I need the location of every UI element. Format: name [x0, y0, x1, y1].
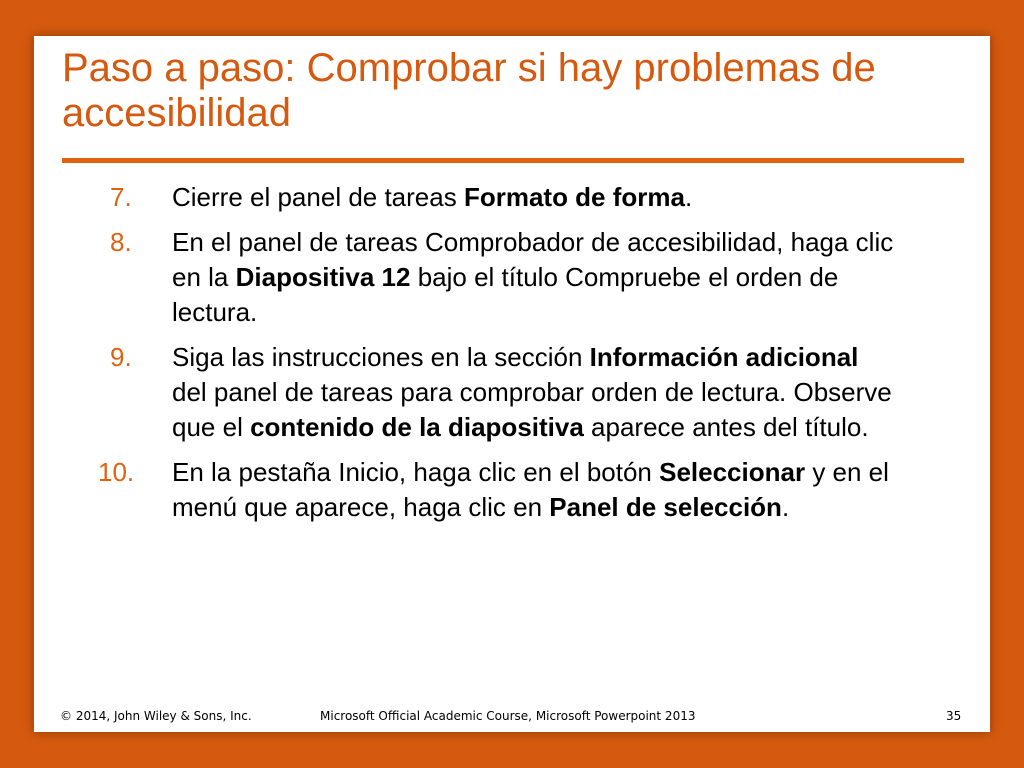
title-divider [62, 158, 964, 163]
step-item [98, 340, 898, 445]
slide-title: Paso a paso: Comprobar si hay problemas de accesibilidad [62, 46, 876, 135]
course-name: Microsoft Official Academic Course, Microsoft Powerpoint 2013 [320, 709, 696, 723]
step-number: 9. [110, 342, 132, 372]
steps-list [98, 180, 898, 535]
slide [34, 36, 990, 732]
step-text-bold: Información adicional [589, 342, 859, 372]
step-text [172, 182, 692, 212]
step-item [98, 180, 898, 215]
step-text [172, 227, 893, 327]
step-text-run: En la pestaña Inicio, haga clic en el botón [172, 457, 660, 487]
step-text-run: En el panel de tareas Comprobador de accesibilidad, haga clic en la [172, 227, 894, 292]
step-number: 7. [110, 182, 132, 212]
copyright-text: © 2014, John Wiley & Sons, Inc. [60, 709, 252, 723]
step-text-run: bajo el título Compruebe el orden de lectura. [172, 262, 839, 327]
footer [34, 706, 990, 726]
step-text [172, 342, 892, 442]
step-text-bold: Panel de selección [549, 492, 782, 522]
step-text-run: del panel de tareas para comprobar orden de lectura. Observe que el [172, 377, 892, 442]
step-text-run: Siga las instrucciones en la sección [172, 342, 590, 372]
step-text-bold: contenido de la diapositiva [250, 412, 584, 442]
step-text-bold: Seleccionar [659, 457, 806, 487]
step-item [98, 225, 898, 330]
step-text-run: . [684, 182, 693, 212]
step-text-bold: Diapositiva 12 [235, 262, 411, 292]
step-text-bold: Formato de forma [463, 182, 685, 212]
step-text-run: Cierre el panel de tareas [172, 182, 464, 212]
step-number: 8. [110, 227, 132, 257]
step-text-run: . [781, 492, 790, 522]
step-number: 10. [98, 457, 135, 487]
page-number: 35 [946, 709, 962, 723]
step-text [172, 457, 889, 522]
step-text-run: y en el menú que aparece, haga clic en [172, 457, 889, 522]
step-item [98, 455, 898, 525]
step-text-run: aparece antes del título. [583, 412, 869, 442]
